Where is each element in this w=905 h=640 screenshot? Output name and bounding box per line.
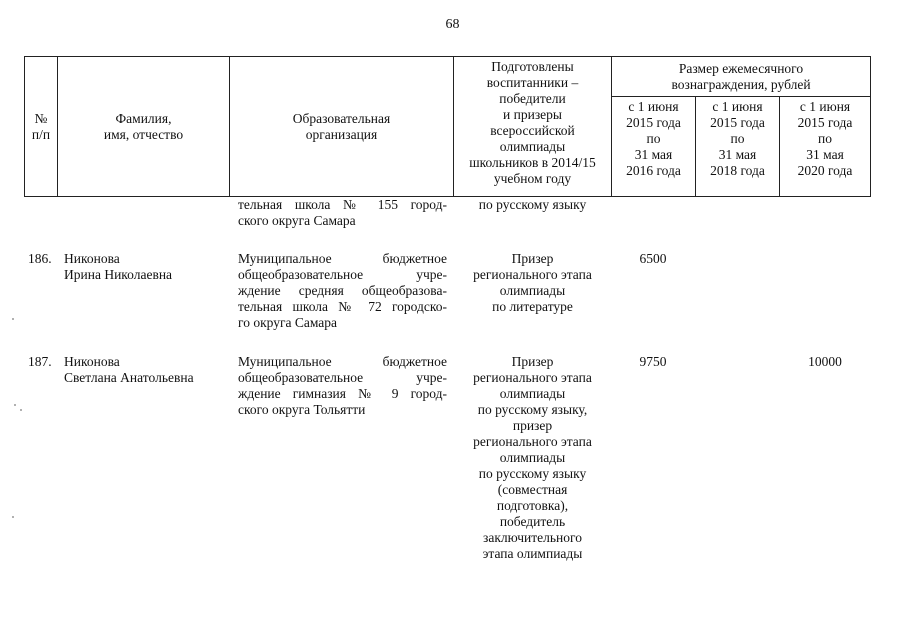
text-line: воспитанники – [486, 75, 579, 90]
text-line: по [730, 131, 745, 146]
continuation-achievement [455, 197, 610, 213]
row-achievement [455, 354, 610, 562]
text-line: учебном году [493, 171, 572, 186]
text-line: ждение средняя общеобразова- [238, 283, 447, 298]
text-line: школьников в 2014/15 [469, 155, 596, 170]
text-line: п/п [31, 126, 51, 142]
text-line: Муниципальное бюджетное [238, 354, 447, 369]
text-line: заключительного [483, 530, 582, 545]
text-line: 31 мая [806, 147, 844, 162]
text-line: с 1 июня [628, 99, 679, 114]
text-line: победители [499, 91, 566, 106]
row-full-name [64, 354, 229, 386]
text-line: по русскому языку, [477, 402, 588, 417]
text-line: олимпиады [499, 283, 566, 298]
text-line: го округа Самара [238, 315, 338, 330]
text-line: регионального этапа [473, 267, 592, 282]
text-line: (совместная [497, 482, 568, 497]
row-award-2016: 9750 [639, 354, 667, 369]
continuation-organization [238, 197, 447, 229]
text-line: общеобразовательное учре- [238, 267, 447, 282]
header-col-organization [230, 57, 454, 197]
text-line: 2020 года [797, 163, 853, 178]
header-col-period-2020 [780, 97, 871, 197]
row-number: 187. [28, 354, 52, 369]
text-line: Светлана Анатольевна [64, 370, 194, 385]
header-col-achievement [454, 57, 612, 197]
text-line: всероссийской [490, 123, 575, 138]
text-line: этапа олимпиады [482, 546, 583, 561]
text-line: и призеры [503, 107, 562, 122]
text-line: тельная школа № 72 городско- [238, 299, 447, 314]
text-line: 31 мая [634, 147, 673, 162]
text-line: Образовательная [292, 110, 391, 126]
row-organization [238, 354, 447, 418]
page-number: 68 [445, 17, 460, 32]
text-line: вознаграждения, рублей [671, 76, 811, 92]
text-line: с 1 июня [799, 99, 851, 114]
text-line: 2015 года [626, 115, 681, 130]
text-line: Муниципальное бюджетное [238, 251, 447, 266]
row-achievement [455, 251, 610, 315]
scan-speck [12, 318, 14, 320]
text-line: призер [512, 418, 553, 433]
text-line: олимпиады [499, 386, 566, 401]
text-line: регионального этапа [473, 434, 592, 449]
row-award-2020: 10000 [808, 354, 842, 369]
text-line: 31 мая [718, 147, 757, 162]
text-line: 2015 года [710, 115, 765, 130]
text-line: 2016 года [626, 163, 681, 178]
text-line: Ирина Николаевна [64, 267, 173, 282]
text-line: организация [305, 126, 378, 142]
text-line: олимпиады [499, 450, 566, 465]
text-line: Размер ежемесячного [678, 60, 804, 76]
text-line: ждение гимназия № 9 город- [238, 386, 447, 401]
text-line: имя, отчество [103, 126, 184, 142]
text-line: 2015 года [797, 115, 853, 130]
text-line: тельная школа № 155 город- [238, 197, 447, 212]
text-line: по [818, 131, 832, 146]
table-header [24, 56, 871, 197]
text-line: ского округа Самара [238, 213, 356, 228]
text-line: по русскому языку [478, 197, 587, 212]
text-line: по литературе [492, 299, 573, 314]
header-col-name [58, 57, 230, 197]
text-line: Подготовлены [491, 59, 574, 74]
scan-speck [12, 516, 14, 518]
row-organization [238, 251, 447, 331]
text-line: победитель [499, 514, 566, 529]
text-line: Фамилия, [115, 110, 172, 126]
text-line: Никонова [64, 251, 120, 266]
text-line: № [34, 110, 48, 126]
text-line: 2018 года [710, 163, 765, 178]
scan-speck [14, 404, 16, 406]
header-col-period-2016 [612, 97, 696, 197]
scan-speck [20, 409, 22, 411]
text-line: подготовка), [496, 498, 569, 513]
text-line: с 1 июня [712, 99, 763, 114]
text-line: Призер [511, 251, 554, 266]
text-line: общеобразовательное учре- [238, 370, 447, 385]
header-col-period-2018 [696, 97, 780, 197]
header-col-number [25, 57, 58, 197]
text-line: олимпиады [499, 139, 566, 154]
row-award-2016: 6500 [639, 251, 667, 266]
text-line: регионального этапа [473, 370, 592, 385]
text-line: по [646, 131, 661, 146]
text-line: Никонова [64, 354, 120, 369]
header-col-award-group [612, 57, 871, 97]
row-number: 186. [28, 251, 52, 266]
text-line: по русскому языку [478, 466, 587, 481]
text-line: ского округа Тольятти [238, 402, 366, 417]
text-line: Призер [511, 354, 554, 369]
row-full-name [64, 251, 229, 283]
